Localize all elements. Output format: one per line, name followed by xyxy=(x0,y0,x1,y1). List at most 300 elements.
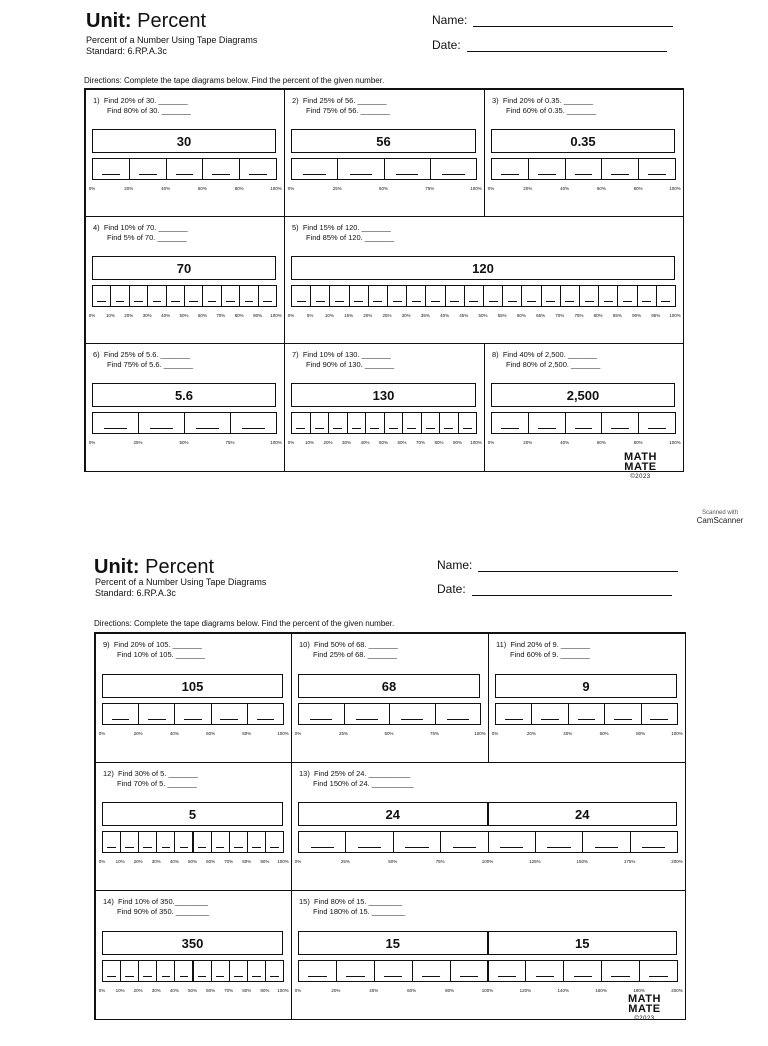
question-line-2: Find 10% of 105. _______ xyxy=(117,650,205,659)
percent-tick-label: 20% xyxy=(363,313,373,318)
percent-tick-label: 30% xyxy=(151,988,161,993)
percent-tick-label: 30% xyxy=(401,313,411,318)
percent-tick-label: 80% xyxy=(234,186,244,191)
tape-segment[interactable] xyxy=(630,831,678,853)
percent-tick-label: 100% xyxy=(277,859,289,864)
question-line-1: 11) Find 20% of 9. _______ xyxy=(496,640,591,649)
tape-segment[interactable] xyxy=(458,412,478,434)
percent-tick-label: 40% xyxy=(360,440,370,445)
percent-tick-label: 90% xyxy=(632,313,642,318)
tape-segment[interactable] xyxy=(102,703,139,725)
percent-tick-label: 0% xyxy=(88,440,96,445)
date-field[interactable]: Date: xyxy=(437,582,672,596)
percent-tick-label: 50% xyxy=(179,313,189,318)
percent-tick-label: 100% xyxy=(277,731,289,736)
tape-segment[interactable] xyxy=(488,960,527,982)
whole-amount-bar: 5 xyxy=(102,802,283,826)
unit-title: Unit: Percent xyxy=(94,556,215,578)
tape-segment[interactable] xyxy=(174,831,193,853)
problem-question xyxy=(299,897,405,917)
problem-question xyxy=(103,897,209,917)
percent-tick-label: 50% xyxy=(378,186,389,191)
tape-segment[interactable] xyxy=(92,412,139,434)
tape-segment[interactable] xyxy=(298,703,345,725)
percent-tick-label: 95% xyxy=(651,313,661,318)
worksheet-page-1 xyxy=(0,0,768,500)
tape-segment[interactable] xyxy=(641,703,678,725)
tape-segment[interactable] xyxy=(483,285,503,307)
tape-segment[interactable] xyxy=(229,960,248,982)
percent-tick-label: 10% xyxy=(115,859,125,864)
tape-segment[interactable] xyxy=(247,831,266,853)
percent-tick-label: 25% xyxy=(332,186,342,191)
tape-segment[interactable] xyxy=(184,412,231,434)
tape-segment[interactable] xyxy=(406,285,426,307)
percent-tick-label: 0% xyxy=(98,731,106,736)
percent-tick-label: 60% xyxy=(197,313,207,318)
percent-tick-label: 35% xyxy=(420,313,430,318)
percent-tick-label: 70% xyxy=(224,988,234,993)
tape-segment[interactable] xyxy=(265,960,284,982)
percent-tick-label: 80% xyxy=(633,186,643,191)
tape-segment[interactable] xyxy=(298,960,337,982)
percent-tick-label: 100% xyxy=(270,313,282,318)
tape-segment[interactable] xyxy=(368,285,388,307)
tape-segment[interactable] xyxy=(202,158,240,180)
question-line-1: 12) Find 30% of 5. _______ xyxy=(103,769,198,778)
tape-segment[interactable] xyxy=(435,703,482,725)
tape-segment[interactable] xyxy=(525,960,564,982)
problem-question xyxy=(93,223,188,243)
tape-segment[interactable] xyxy=(345,831,393,853)
tape-segment[interactable] xyxy=(535,831,583,853)
question-line-1: 6) Find 25% of 5.6. _______ xyxy=(93,350,190,359)
percent-tick-label: 25% xyxy=(338,731,349,736)
percent-tick-label: 50% xyxy=(384,731,394,736)
percent-tick-label: 0% xyxy=(287,440,295,445)
question-line-2: Find 70% of 5. _______ xyxy=(117,779,197,788)
problem-question xyxy=(299,769,414,789)
problem-question xyxy=(496,640,590,660)
question-line-2: Find 85% of 120. _______ xyxy=(306,233,394,242)
percent-tick-label: 0% xyxy=(294,988,302,993)
subtitle: Percent of a Number Using Tape Diagrams Standard: 6.RP.A.3c xyxy=(95,577,267,598)
tape-segment[interactable] xyxy=(211,703,248,725)
tape-segment[interactable] xyxy=(638,158,676,180)
tape-segment[interactable] xyxy=(384,158,431,180)
whole-amount-bar: 9 xyxy=(495,674,677,698)
tape-segment[interactable] xyxy=(563,960,602,982)
tape-segment[interactable] xyxy=(129,285,148,307)
tape-segment[interactable] xyxy=(502,285,522,307)
problem-question xyxy=(299,640,398,660)
tape-segment[interactable] xyxy=(291,412,311,434)
problem-question xyxy=(103,769,198,789)
tape-segment[interactable] xyxy=(430,158,477,180)
tape-segment[interactable] xyxy=(102,960,121,982)
tape-segment[interactable] xyxy=(329,285,349,307)
whole-amount-bar: 24 xyxy=(298,802,488,826)
tape-segment[interactable] xyxy=(156,960,175,982)
question-line-2: Find 60% of 0.35. _______ xyxy=(506,106,597,115)
tape-segment[interactable] xyxy=(601,158,639,180)
percent-tick-label: 75% xyxy=(425,186,435,191)
tape-segment[interactable] xyxy=(120,960,139,982)
percent-tick-label: 100% xyxy=(669,440,681,445)
percent-tick-label: 200% xyxy=(671,859,683,864)
percent-tick-label: 60% xyxy=(599,731,609,736)
whole-amount-bar: 2,500 xyxy=(491,383,675,407)
tape-segment[interactable] xyxy=(637,285,657,307)
percent-tick-label: 80% xyxy=(242,731,252,736)
percent-tick-label: 40% xyxy=(440,313,450,318)
math-mate-logo: MATH MATE ©2023 xyxy=(624,451,657,480)
tape-segment[interactable] xyxy=(439,412,459,434)
question-line-2: Find 180% of 15. ________ xyxy=(313,907,406,916)
percent-tick-label: 0% xyxy=(88,313,96,318)
tape-segment[interactable] xyxy=(393,831,441,853)
tape-segment[interactable] xyxy=(560,285,580,307)
percent-tick-label: 120% xyxy=(519,988,532,993)
camscanner-watermark: Scanned with CamScanner xyxy=(696,510,744,525)
whole-amount-bar: 15 xyxy=(298,931,488,955)
tape-segment[interactable] xyxy=(582,831,630,853)
percent-tick-label: 50% xyxy=(378,440,389,445)
percent-tick-label: 80% xyxy=(434,440,444,445)
tape-segment[interactable] xyxy=(412,960,451,982)
percent-tick-label: 10% xyxy=(105,313,115,318)
percent-tick-label: 30% xyxy=(151,859,161,864)
tape-segment[interactable] xyxy=(92,285,111,307)
tape-segment[interactable] xyxy=(229,831,248,853)
whole-amount-bar: 130 xyxy=(291,383,476,407)
percent-tick-label: 0% xyxy=(88,186,96,191)
percent-tick-label: 45% xyxy=(459,313,469,318)
question-line-1: 14) Find 10% of 350.________ xyxy=(103,897,209,906)
tape-segment[interactable] xyxy=(344,703,391,725)
tape-segment[interactable] xyxy=(604,703,641,725)
percent-tick-label: 0% xyxy=(491,731,499,736)
percent-tick-label: 20% xyxy=(133,988,143,993)
question-line-2: Find 90% of 350. ________ xyxy=(117,907,210,916)
percent-tick-label: 90% xyxy=(260,988,270,993)
tape-segment[interactable] xyxy=(450,960,489,982)
question-line-2: Find 90% of 130. _______ xyxy=(306,360,394,369)
percent-tick-label: 0% xyxy=(287,186,295,191)
tape-segment[interactable] xyxy=(138,831,157,853)
tape-segment[interactable] xyxy=(349,285,369,307)
tape-segment[interactable] xyxy=(221,285,240,307)
tape-segment[interactable] xyxy=(374,960,413,982)
percent-tick-label: 75% xyxy=(574,313,584,318)
whole-amount-bar: 350 xyxy=(102,931,283,955)
problem-question xyxy=(492,350,600,370)
percent-tick-label: 60% xyxy=(516,313,526,318)
percent-tick-label: 40% xyxy=(169,731,179,736)
tape-segment[interactable] xyxy=(389,703,436,725)
tape-segment[interactable] xyxy=(565,158,603,180)
percent-tick-label: 65% xyxy=(536,313,546,318)
percent-tick-label: 60% xyxy=(407,988,417,993)
tape-segment[interactable] xyxy=(239,158,277,180)
percent-tick-label: 10% xyxy=(324,313,334,318)
percent-tick-label: 20% xyxy=(323,440,333,445)
percent-tick-label: 0% xyxy=(487,440,495,445)
tape-segment[interactable] xyxy=(491,158,529,180)
problem-question xyxy=(292,223,394,243)
tape-segment[interactable] xyxy=(166,158,204,180)
tape-segment[interactable] xyxy=(120,831,139,853)
percent-tick-label: 20% xyxy=(124,186,134,191)
percent-tick-label: 60% xyxy=(197,186,207,191)
tape-segment[interactable] xyxy=(247,703,284,725)
tape-segment[interactable] xyxy=(445,285,465,307)
percent-tick-label: 100% xyxy=(669,313,681,318)
percent-tick-label: 80% xyxy=(636,731,646,736)
tape-segment[interactable] xyxy=(211,831,230,853)
tape-segment[interactable] xyxy=(138,703,175,725)
tape-segment[interactable] xyxy=(156,831,175,853)
tape-segment[interactable] xyxy=(310,285,330,307)
tape-segment[interactable] xyxy=(211,960,230,982)
tape-segment[interactable] xyxy=(298,831,346,853)
date-field[interactable]: Date: xyxy=(432,38,667,52)
tape-segment[interactable] xyxy=(601,412,639,434)
percent-tick-label: 100% xyxy=(470,440,482,445)
whole-amount-bar: 56 xyxy=(291,129,476,153)
question-line-2: Find 75% of 56. _______ xyxy=(306,106,390,115)
question-line-1: 5) Find 15% of 120. _______ xyxy=(292,223,391,232)
percent-tick-label: 20% xyxy=(526,731,536,736)
problem-question xyxy=(93,350,193,370)
tape-segment[interactable] xyxy=(464,285,484,307)
question-line-2: Find 60% of 9. _______ xyxy=(510,650,590,659)
question-line-2: Find 25% of 68. _______ xyxy=(313,650,397,659)
percent-tick-label: 40% xyxy=(369,988,379,993)
percent-tick-label: 20% xyxy=(133,731,143,736)
percent-tick-label: 80% xyxy=(445,988,455,993)
percent-tick-label: 80% xyxy=(593,313,603,318)
tape-segment[interactable] xyxy=(488,831,536,853)
whole-amount-bar: 24 xyxy=(488,802,678,826)
tape-segment[interactable] xyxy=(440,831,488,853)
tape-segment[interactable] xyxy=(638,412,676,434)
percent-tick-label: 100% xyxy=(277,988,289,993)
percent-tick-label: 50% xyxy=(187,859,198,864)
percent-tick-label: 60% xyxy=(206,859,216,864)
tape-segment[interactable] xyxy=(491,412,529,434)
percent-tick-label: 0% xyxy=(287,313,295,318)
tape-segment[interactable] xyxy=(258,285,277,307)
percent-tick-label: 30% xyxy=(341,440,352,445)
tape-segment[interactable] xyxy=(92,158,130,180)
percent-tick-label: 100% xyxy=(669,186,681,191)
question-line-1: 2) Find 25% of 56. _______ xyxy=(292,96,387,105)
percent-tick-label: 25% xyxy=(133,440,143,445)
percent-tick-label: 125% xyxy=(529,859,541,864)
percent-tick-label: 100% xyxy=(481,859,494,864)
tape-segment[interactable] xyxy=(617,285,637,307)
percent-tick-label: 100% xyxy=(671,731,683,736)
problem-question xyxy=(292,96,390,116)
tape-segment[interactable] xyxy=(531,703,568,725)
percent-tick-label: 60% xyxy=(206,731,216,736)
percent-tick-label: 70% xyxy=(415,440,426,445)
question-line-1: 13) Find 25% of 24. __________ xyxy=(299,769,411,778)
tape-segment[interactable] xyxy=(384,412,404,434)
question-line-1: 7) Find 10% of 130. _______ xyxy=(292,350,391,359)
percent-tick-label: 70% xyxy=(224,859,234,864)
tape-segment[interactable] xyxy=(291,158,338,180)
tape-segment[interactable] xyxy=(110,285,129,307)
subtitle: Percent of a Number Using Tape Diagrams Standard: 6.RP.A.3c xyxy=(86,35,258,56)
tape-segment[interactable] xyxy=(138,960,157,982)
whole-amount-bar: 30 xyxy=(92,129,276,153)
tape-segment[interactable] xyxy=(193,831,212,853)
percent-tick-label: 200% xyxy=(671,988,683,993)
tape-segment[interactable] xyxy=(565,412,603,434)
percent-tick-label: 50% xyxy=(187,988,198,993)
directions: Directions: Complete the tape diagrams below. Find the percent of the given number. xyxy=(94,619,395,628)
tape-segment[interactable] xyxy=(601,960,640,982)
percent-tick-label: 175% xyxy=(623,859,636,864)
percent-tick-label: 60% xyxy=(596,440,606,445)
tape-segment[interactable] xyxy=(421,412,441,434)
percent-tick-label: 25% xyxy=(382,313,392,318)
tape-segment[interactable] xyxy=(528,158,566,180)
tape-segment[interactable] xyxy=(310,412,330,434)
tape-segment[interactable] xyxy=(174,703,211,725)
percent-tick-label: 100% xyxy=(481,988,494,993)
tape-segment[interactable] xyxy=(656,285,676,307)
whole-amount-bar: 70 xyxy=(92,256,276,280)
tape-segment[interactable] xyxy=(528,412,566,434)
question-line-1: 10) Find 50% of 68. _______ xyxy=(299,640,398,649)
percent-tick-label: 100% xyxy=(470,186,482,191)
tape-segment[interactable] xyxy=(166,285,185,307)
question-line-1: 3) Find 20% of 0.35. _______ xyxy=(492,96,593,105)
tape-segment[interactable] xyxy=(184,285,203,307)
tape-segment[interactable] xyxy=(541,285,561,307)
tape-segment[interactable] xyxy=(265,831,284,853)
tape-segment[interactable] xyxy=(193,960,212,982)
percent-tick-label: 90% xyxy=(452,440,463,445)
percent-tick-label: 15% xyxy=(344,313,354,318)
percent-tick-label: 40% xyxy=(560,186,570,191)
tape-segment[interactable] xyxy=(129,158,167,180)
question-line-1: 4) Find 10% of 70. _______ xyxy=(93,223,188,232)
tape-segment[interactable] xyxy=(102,831,121,853)
tape-segment[interactable] xyxy=(598,285,618,307)
question-line-2: Find 5% of 70. _______ xyxy=(107,233,187,242)
whole-amount-bar: 5.6 xyxy=(92,383,276,407)
percent-tick-label: 80% xyxy=(633,440,643,445)
tape-segment[interactable] xyxy=(365,412,385,434)
tape-segment[interactable] xyxy=(174,960,193,982)
problem-question xyxy=(292,350,394,370)
percent-tick-label: 20% xyxy=(331,988,341,993)
tape-segment[interactable] xyxy=(402,412,422,434)
percent-tick-label: 40% xyxy=(169,988,179,993)
percent-tick-label: 100% xyxy=(474,731,486,736)
percent-tick-label: 60% xyxy=(397,440,407,445)
percent-tick-label: 140% xyxy=(557,988,570,993)
tape-segment[interactable] xyxy=(291,285,311,307)
tape-segment[interactable] xyxy=(387,285,407,307)
tape-segment[interactable] xyxy=(239,285,258,307)
tape-segment[interactable] xyxy=(425,285,445,307)
question-line-1: 8) Find 40% of 2,500. _______ xyxy=(492,350,598,359)
tape-segment[interactable] xyxy=(579,285,599,307)
percent-tick-label: 0% xyxy=(98,859,106,864)
percent-tick-label: 90% xyxy=(260,859,270,864)
percent-tick-label: 70% xyxy=(216,313,226,318)
tape-segment[interactable] xyxy=(147,285,166,307)
question-line-2: Find 75% of 5.6. _______ xyxy=(107,360,193,369)
percent-tick-label: 100% xyxy=(270,440,282,445)
whole-amount-bar: 15 xyxy=(488,931,678,955)
percent-tick-label: 80% xyxy=(234,313,244,318)
percent-tick-label: 70% xyxy=(555,313,565,318)
tape-segment[interactable] xyxy=(639,960,678,982)
percent-tick-label: 20% xyxy=(124,313,134,318)
percent-tick-label: 30% xyxy=(142,313,152,318)
question-line-2: Find 80% of 2,500. _______ xyxy=(506,360,601,369)
question-line-2: Find 80% of 30. _______ xyxy=(107,106,191,115)
percent-tick-label: 160% xyxy=(595,988,607,993)
percent-tick-label: 0% xyxy=(487,186,495,191)
tape-segment[interactable] xyxy=(230,412,277,434)
percent-tick-label: 40% xyxy=(161,313,171,318)
percent-tick-label: 20% xyxy=(523,186,533,191)
percent-tick-label: 60% xyxy=(596,186,606,191)
problem-question xyxy=(93,96,191,116)
percent-tick-label: 180% xyxy=(633,988,645,993)
tape-segment[interactable] xyxy=(328,412,348,434)
percent-tick-label: 85% xyxy=(612,313,622,318)
percent-tick-label: 10% xyxy=(115,988,125,993)
tape-segment[interactable] xyxy=(202,285,221,307)
percent-tick-label: 5% xyxy=(306,313,314,318)
tape-segment[interactable] xyxy=(247,960,266,982)
percent-tick-label: 75% xyxy=(435,859,445,864)
percent-tick-label: 75% xyxy=(429,731,440,736)
percent-tick-label: 80% xyxy=(242,988,252,993)
tape-segment[interactable] xyxy=(337,158,384,180)
percent-tick-label: 20% xyxy=(523,440,533,445)
name-field[interactable]: Name: xyxy=(437,558,678,572)
tape-segment[interactable] xyxy=(336,960,375,982)
problem-question xyxy=(492,96,596,116)
question-line-1: 1) Find 20% of 30. _______ xyxy=(93,96,188,105)
question-line-2: Find 150% of 24. __________ xyxy=(313,779,414,788)
directions: Directions: Complete the tape diagrams below. Find the percent of the given number. xyxy=(84,76,385,85)
percent-tick-label: 60% xyxy=(206,988,216,993)
percent-tick-label: 50% xyxy=(388,859,398,864)
percent-tick-label: 10% xyxy=(304,440,315,445)
tape-segment[interactable] xyxy=(521,285,541,307)
percent-tick-label: 20% xyxy=(133,859,143,864)
tape-segment[interactable] xyxy=(495,703,532,725)
tape-segment[interactable] xyxy=(138,412,185,434)
tape-segment[interactable] xyxy=(347,412,367,434)
percent-tick-label: 55% xyxy=(497,313,507,318)
percent-tick-label: 50% xyxy=(478,313,488,318)
unit-title: Unit: Percent xyxy=(86,10,207,32)
name-field[interactable]: Name: xyxy=(432,13,673,27)
tape-segment[interactable] xyxy=(568,703,605,725)
percent-tick-label: 25% xyxy=(340,859,350,864)
